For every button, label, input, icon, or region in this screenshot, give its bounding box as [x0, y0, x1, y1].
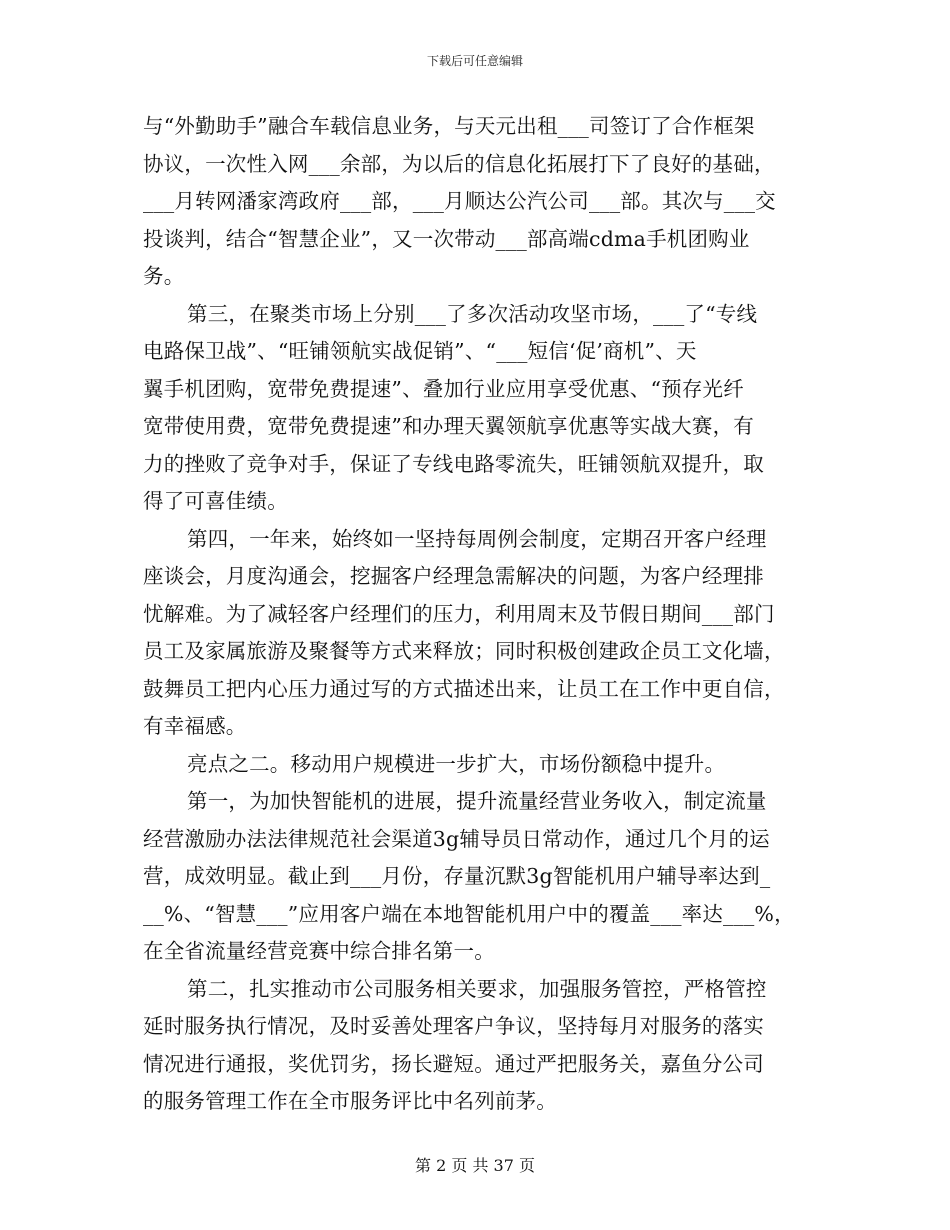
text-line: 与“外勤助手”融合车载信息业务，与天元出租___司签订了合作框架	[143, 114, 755, 138]
text-line: 第二，扎实推动市公司服务相关要求，加强服务管控，严格管控	[187, 976, 767, 1001]
text-line: 翼手机团购，宽带免费提速”、叠加行业应用享受优惠、“预存光纤	[143, 376, 744, 401]
text-line: 经营激励办法法律规范社会渠道3g辅导员日常动作，通过几个月的运	[143, 826, 770, 851]
text-line: 第三，在聚类市场上分别___了多次活动攻坚市场，___了“专线	[187, 301, 758, 326]
page-header-note: 下载后可任意编辑	[426, 54, 523, 68]
text-line: 协议，一次性入网___余部，为以后的信息化拓展打下了良好的基础，	[143, 151, 775, 176]
text-line: ___月转网潘家湾政府___部，___月顺达公汽公司___部。其次与___交	[143, 189, 776, 213]
page-number-footer: 第 2 页 共 37 页	[415, 1156, 535, 1175]
text-line: 电路保卫战”、“旺铺领航实战促销”、“___短信‘促’商机”、天	[143, 339, 697, 363]
document-body	[143, 108, 813, 1121]
text-line: 延时服务执行情况，及时妥善处理客户争议，坚持每月对服务的落实	[143, 1014, 764, 1038]
text-line: 宽带使用费，宽带免费提速”和办理天翼领航享优惠等实战大赛，有	[143, 414, 754, 438]
text-line: 力的挫败了竞争对手，保证了专线电路零流失，旺铺领航双提升，取	[143, 451, 764, 476]
text-line: 座谈会，月度沟通会，挖掘客户经理急需解决的问题，为客户经理排	[143, 564, 764, 588]
text-line: 有幸福感。	[143, 714, 247, 738]
text-line: 亮点之二。移动用户规模进一步扩大，市场份额稳中提升。	[187, 751, 726, 776]
text-line: 第四，一年来，始终如一坚持每周例会制度，定期召开客户经理	[187, 526, 767, 551]
text-line: 得了可喜佳绩。	[143, 489, 288, 513]
text-line: 营，成效明显。截止到___月份，存量沉默3g智能机用户辅导率达到_	[143, 864, 771, 888]
text-line: 第一，为加快智能机的进展，提升流量经营业务收入，制定流量	[187, 789, 767, 813]
text-line: 鼓舞员工把内心压力通过写的方式描述出来，让员工在工作中更自信，	[143, 676, 785, 701]
text-line: 员工及家属旅游及聚餐等方式来释放；同时积极创建政企员工文化墙，	[143, 639, 785, 663]
text-line: 忧解难。为了减轻客户经理们的压力，利用周末及节假日期间___部门	[143, 601, 775, 626]
text-line: __%、“智慧___”应用客户端在本地智能机用户中的覆盖___率达___%，	[143, 901, 795, 926]
text-line: 投谈判，结合“智慧企业”，又一次带动___部高端cdma手机团购业	[143, 226, 750, 251]
text-line: 在全省流量经营竞赛中综合排名第一。	[143, 939, 495, 963]
text-line: 务。	[143, 264, 185, 288]
text-line: 情况进行通报，奖优罚劣，扬长避短。通过严把服务关，嘉鱼分公司	[143, 1051, 764, 1076]
text-line: 的服务管理工作在全市服务评比中名列前茅。	[143, 1089, 557, 1113]
